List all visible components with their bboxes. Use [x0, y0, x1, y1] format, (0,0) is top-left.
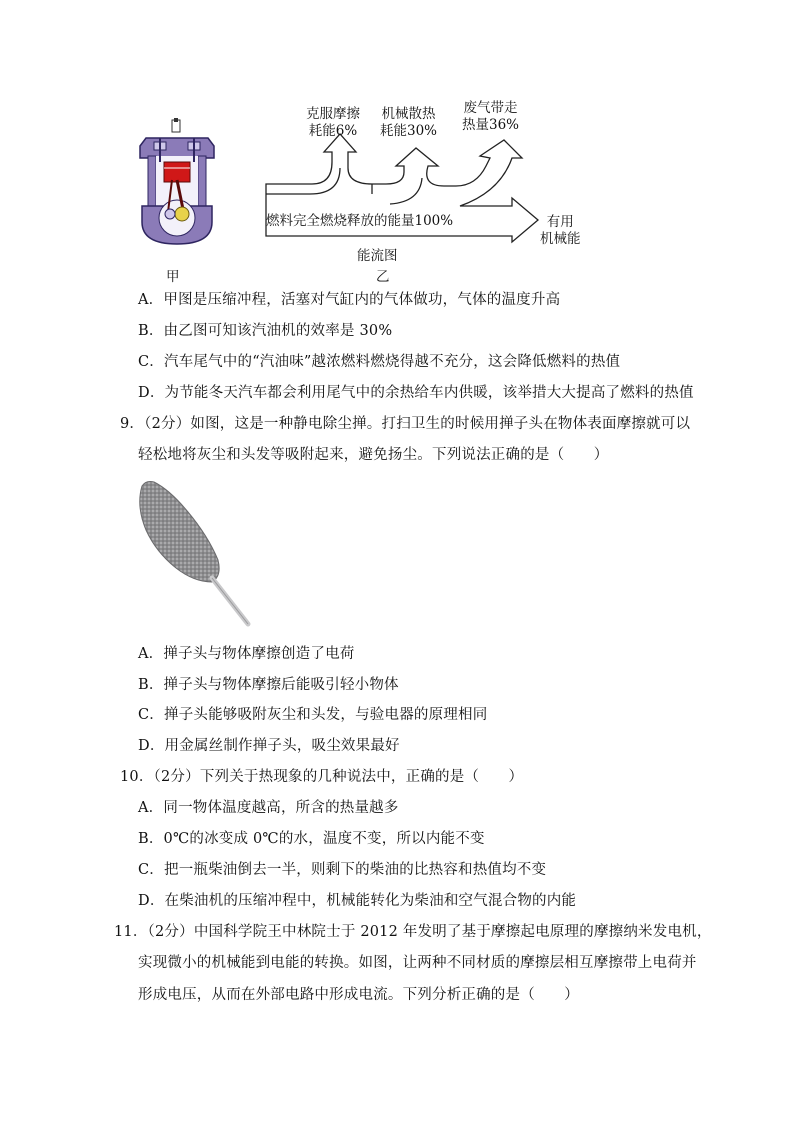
q9-stem-line1: 9．（2分）如图，这是一种静电除尘掸。打扫卫生的时候用掸子头在物体表面摩擦就可以: [120, 416, 691, 432]
main-flow-label: 燃料完全燃烧释放的能量100%: [266, 213, 454, 229]
q9-option-b: B．掸子头与物体摩擦后能吸引轻小物体: [138, 677, 399, 693]
loss-friction-label: 克服摩擦 耗能6%: [306, 106, 360, 139]
q11-stem-line1: 11．（2分）中国科学院王中林院士于 2012 年发明了基于摩擦起电原理的摩擦纳米发电机，: [114, 924, 712, 940]
q11-stem-line3: 形成电压，从而在外部电路中形成电流。下列分析正确的是（ ）: [138, 987, 579, 1003]
q10-stem: 10．（2分）下列关于热现象的几种说法中，正确的是（ ）: [120, 769, 524, 785]
q10-option-d: D．在柴油机的压缩冲程中，机械能转化为柴油和空气混合物的内能: [138, 893, 577, 909]
label-jia: 甲: [166, 269, 180, 285]
useful-energy-label: 有用 机械能: [540, 214, 581, 247]
q8-option-d: D．为节能冬天汽车都会利用尾气中的余热给车内供暖，该举措大大提高了燃料的热值: [138, 385, 694, 401]
label-yi: 乙: [376, 269, 390, 285]
diagram-title: 能流图: [357, 248, 398, 264]
q8-option-b: B．由乙图可知该汽油机的效率是 30%: [138, 323, 393, 339]
q9-stem-line2: 轻松地将灰尘和头发等吸附起来，避免扬尘。下列说法正确的是（ ）: [138, 447, 609, 463]
q8-option-c: C．汽车尾气中的“汽油味”越浓燃料燃烧得越不充分，这会降低燃料的热值: [138, 354, 621, 370]
engine-cylinder-figure: [132, 118, 222, 246]
q9-option-c: C．掸子头能够吸附灰尘和头发，与验电器的原理相同: [138, 707, 488, 723]
q11-stem-line2: 实现微小的机械能到电能的转换。如图，让两种不同材质的摩擦层相互摩擦带上电荷并: [138, 955, 697, 971]
q10-option-b: B．0℃的冰变成 0℃的水，温度不变，所以内能不变: [138, 831, 485, 847]
q9-option-d: D．用金属丝制作掸子头，吸尘效果最好: [138, 738, 400, 754]
q8-option-a: A．甲图是压缩冲程，活塞对气缸内的气体做功，气体的温度升高: [138, 292, 561, 308]
q10-option-c: C．把一瓶柴油倒去一半，则剩下的柴油的比热容和热值均不变: [138, 862, 547, 878]
loss-heat-label: 机械散热 耗能30%: [380, 106, 438, 139]
q9-option-a: A．掸子头与物体摩擦创造了电荷: [138, 646, 355, 662]
electrostatic-duster-image: [132, 478, 257, 630]
q10-option-a: A．同一物体温度越高，所含的热量越多: [138, 800, 399, 816]
loss-exhaust-label: 废气带走 热量36%: [462, 100, 520, 133]
